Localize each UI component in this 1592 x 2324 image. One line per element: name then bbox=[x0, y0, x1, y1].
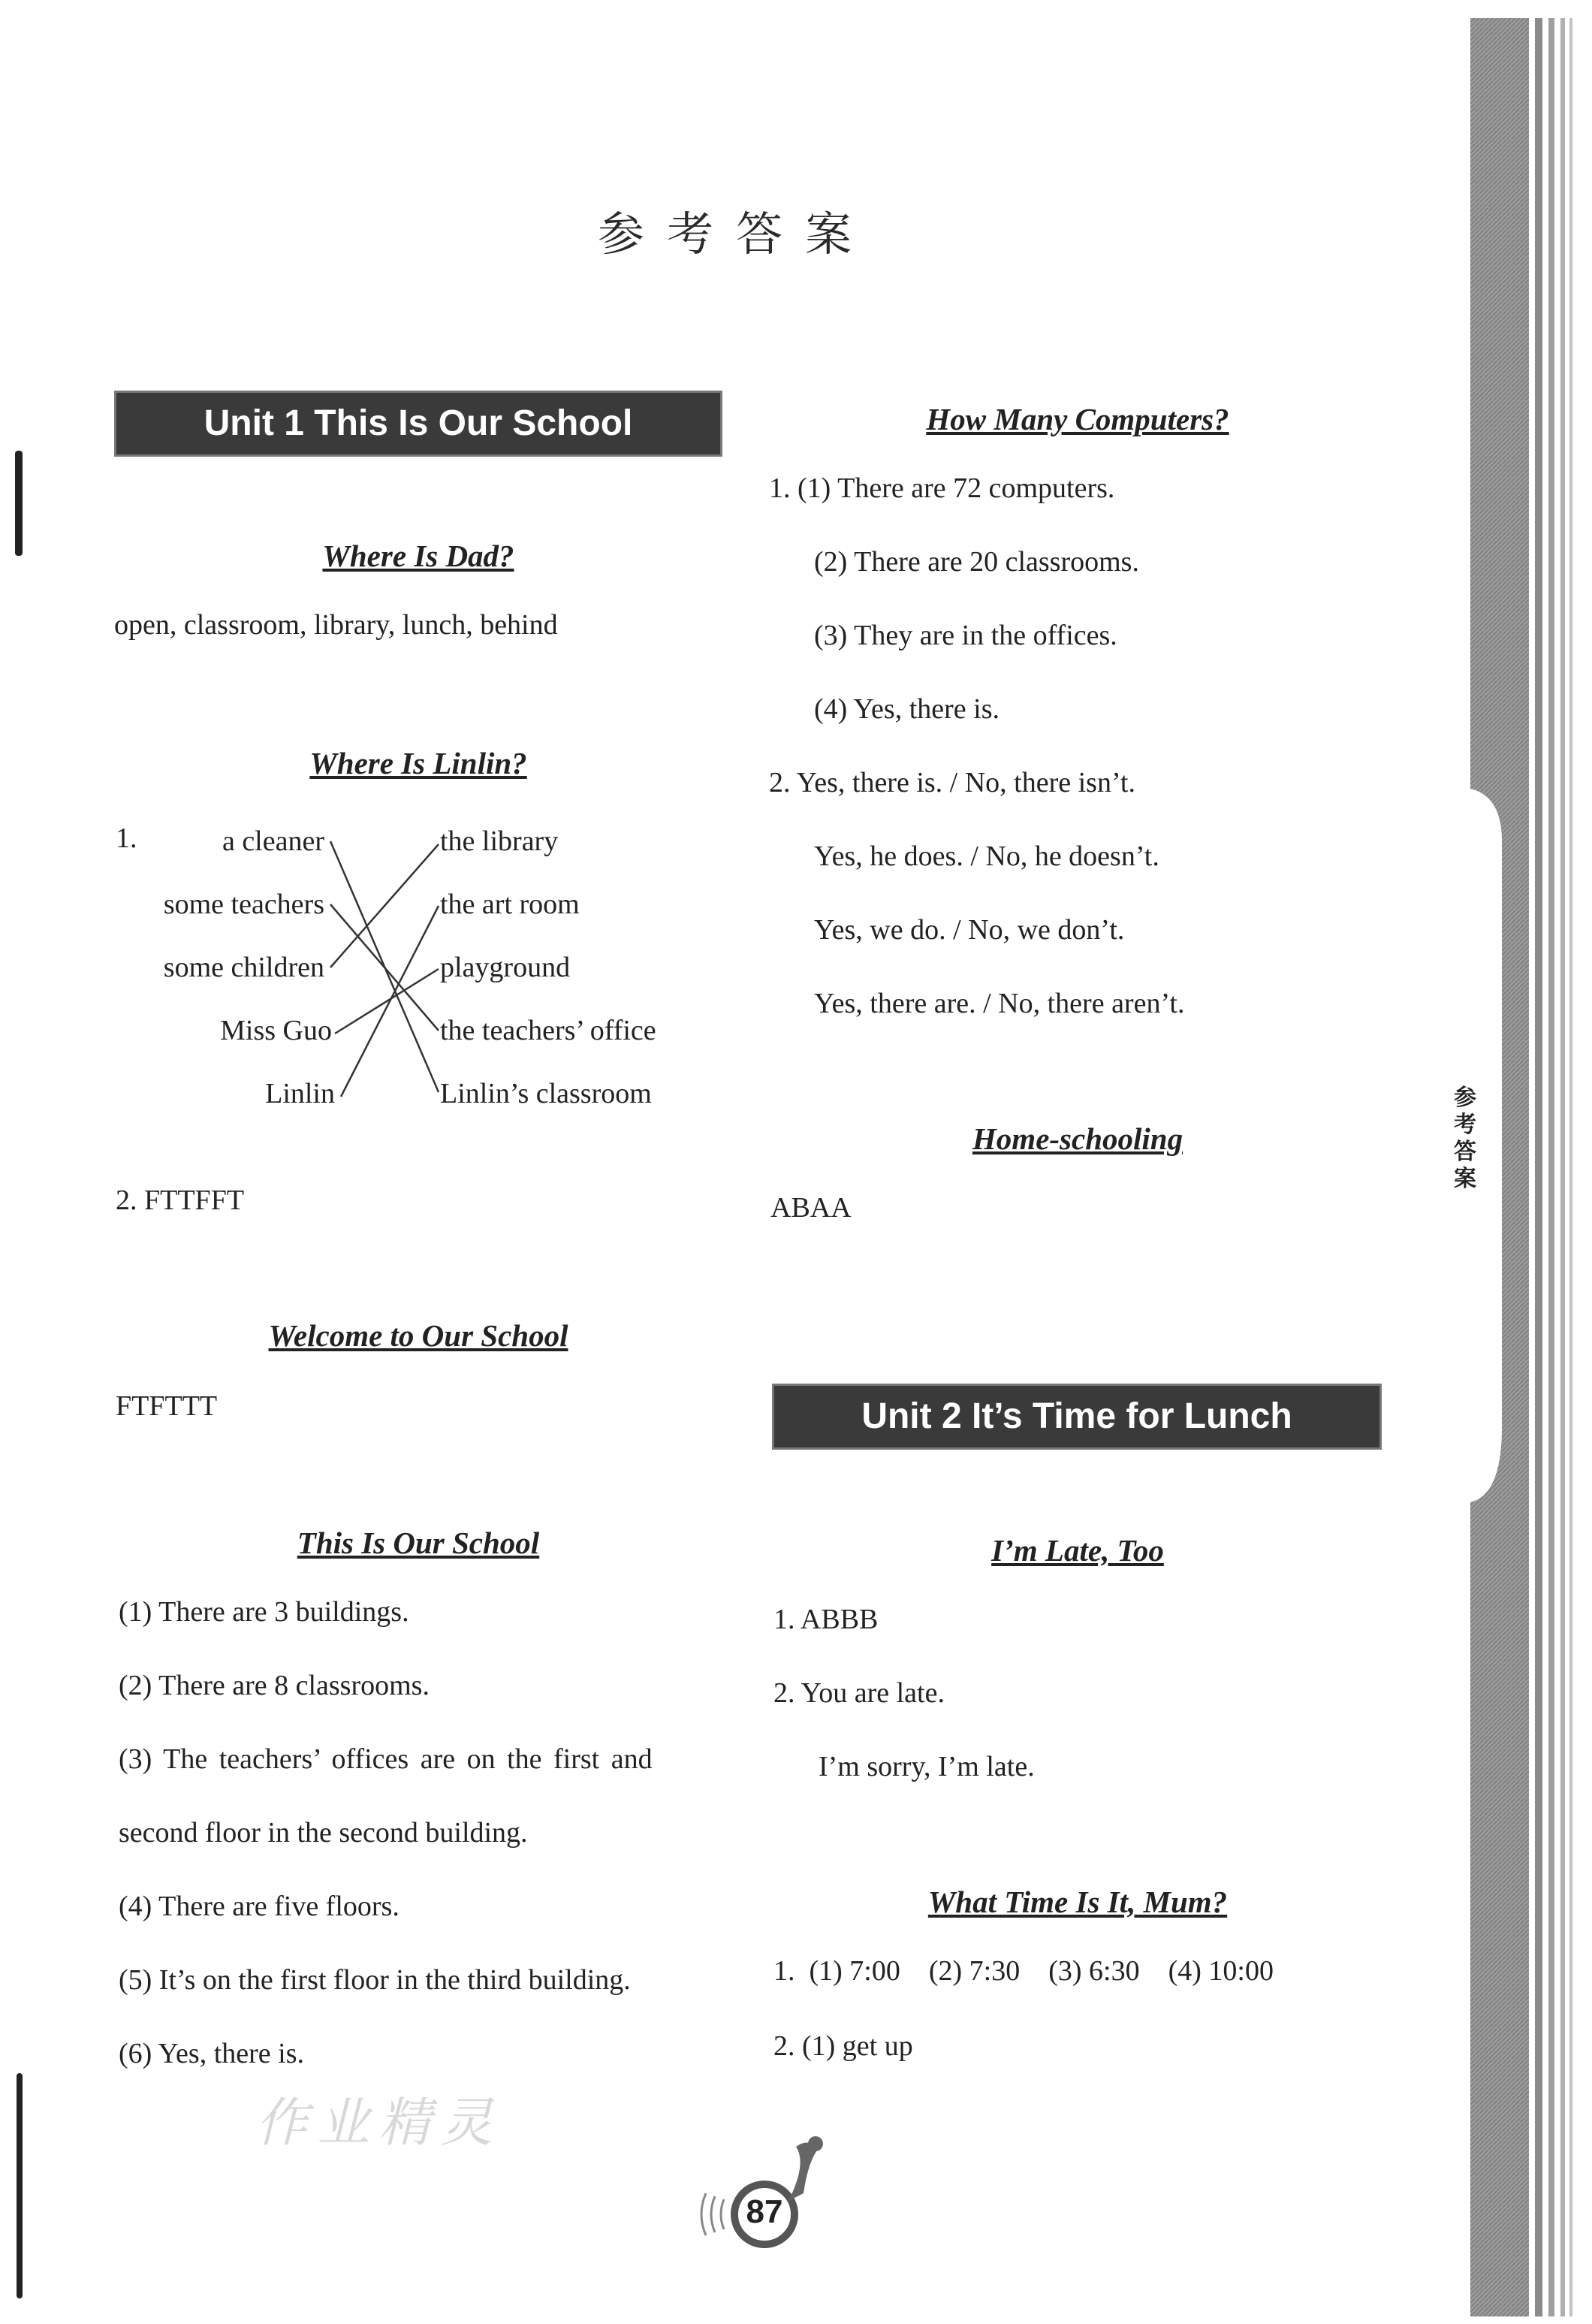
answer-line: (1) There are 3 buildings. bbox=[119, 1596, 409, 1628]
answer-line: Yes, he does. / No, he doesn’t. bbox=[814, 841, 1159, 872]
answer-line: (2) There are 20 classrooms. bbox=[814, 546, 1139, 578]
answer-line: 1. ABBB bbox=[773, 1604, 879, 1635]
match-line bbox=[335, 969, 439, 1034]
answer-line: (6) Yes, there is. bbox=[119, 2038, 304, 2069]
page-number: 87 bbox=[746, 2193, 783, 2230]
match-left-item: some children bbox=[163, 952, 324, 983]
answer-line: (4) There are five floors. bbox=[119, 1891, 400, 1922]
answer-line: 2. (1) get up bbox=[773, 2030, 913, 2062]
section-title-how-many-computers: How Many Computers? bbox=[926, 402, 1229, 436]
side-tab-label: 参考答案 bbox=[1454, 1085, 1476, 1192]
match-right-item: the teachers’ office bbox=[440, 1015, 656, 1046]
page-title: 参考答案 bbox=[597, 207, 874, 261]
scan-mark bbox=[15, 451, 23, 556]
match-left-item: a cleaner bbox=[222, 825, 324, 857]
answer-line: (4) Yes, there is. bbox=[814, 693, 1000, 725]
section-title-this-is-our-school: This Is Our School bbox=[297, 1526, 540, 1560]
match-left-item: Miss Guo bbox=[220, 1015, 332, 1046]
section-title-im-late-too: I’m Late, Too bbox=[991, 1533, 1164, 1568]
side-band bbox=[1457, 0, 1592, 2324]
page-number-badge bbox=[676, 2118, 886, 2253]
section-title-where-is-dad: Where Is Dad? bbox=[322, 539, 514, 573]
match-left-item: Linlin bbox=[265, 1078, 335, 1109]
section-title-where-is-linlin: Where Is Linlin? bbox=[309, 746, 527, 780]
answer-line: (3) The teachers’ offices are on the first and bbox=[119, 1743, 653, 1775]
section-title-what-time: What Time Is It, Mum? bbox=[927, 1885, 1228, 1919]
where-is-linlin-q2: 2. FTTFFT bbox=[116, 1185, 245, 1216]
match-right-item: the art room bbox=[440, 889, 580, 920]
welcome-answer: FTFTTT bbox=[116, 1390, 218, 1422]
answer-line: I’m sorry, I’m late. bbox=[819, 1751, 1035, 1782]
match-line bbox=[330, 844, 439, 967]
match-left-item: some teachers bbox=[163, 889, 324, 920]
section-title-home-schooling: Home-schooling bbox=[972, 1121, 1183, 1156]
answer-line: 1. (1) There are 72 computers. bbox=[769, 472, 1115, 504]
question-number-1: 1. bbox=[116, 822, 137, 854]
unit1-banner: Unit 1 This Is Our School bbox=[114, 391, 722, 457]
match-right-item: playground bbox=[440, 952, 571, 983]
answer-line: 1. (1) 7:00 (2) 7:30 (3) 6:30 (4) 10:00 bbox=[773, 1955, 1274, 1987]
watermark: 作业精灵 bbox=[255, 2092, 502, 2153]
answer-line: (5) It’s on the first floor in the third building. bbox=[119, 1964, 631, 1996]
match-right-item: Linlin’s classroom bbox=[440, 1078, 652, 1109]
answer-line: (3) They are in the offices. bbox=[814, 620, 1117, 651]
answer-line: 2. You are late. bbox=[773, 1677, 945, 1709]
home-schooling-answer: ABAA bbox=[770, 1192, 852, 1224]
answer-line: second floor in the second building. bbox=[119, 1817, 528, 1849]
unit2-banner: Unit 2 It’s Time for Lunch bbox=[772, 1384, 1382, 1450]
answer-line: (2) There are 8 classrooms. bbox=[119, 1670, 430, 1701]
answer-line: 2. Yes, there is. / No, there isn’t. bbox=[769, 767, 1135, 798]
scan-mark bbox=[17, 2073, 23, 2298]
section-title-welcome: Welcome to Our School bbox=[268, 1318, 568, 1353]
where-is-dad-answer: open, classroom, library, lunch, behind bbox=[114, 609, 558, 641]
answer-line: Yes, there are. / No, there aren’t. bbox=[814, 988, 1185, 1019]
answer-line: Yes, we do. / No, we don’t. bbox=[814, 914, 1125, 946]
match-right-item: the library bbox=[440, 825, 559, 857]
